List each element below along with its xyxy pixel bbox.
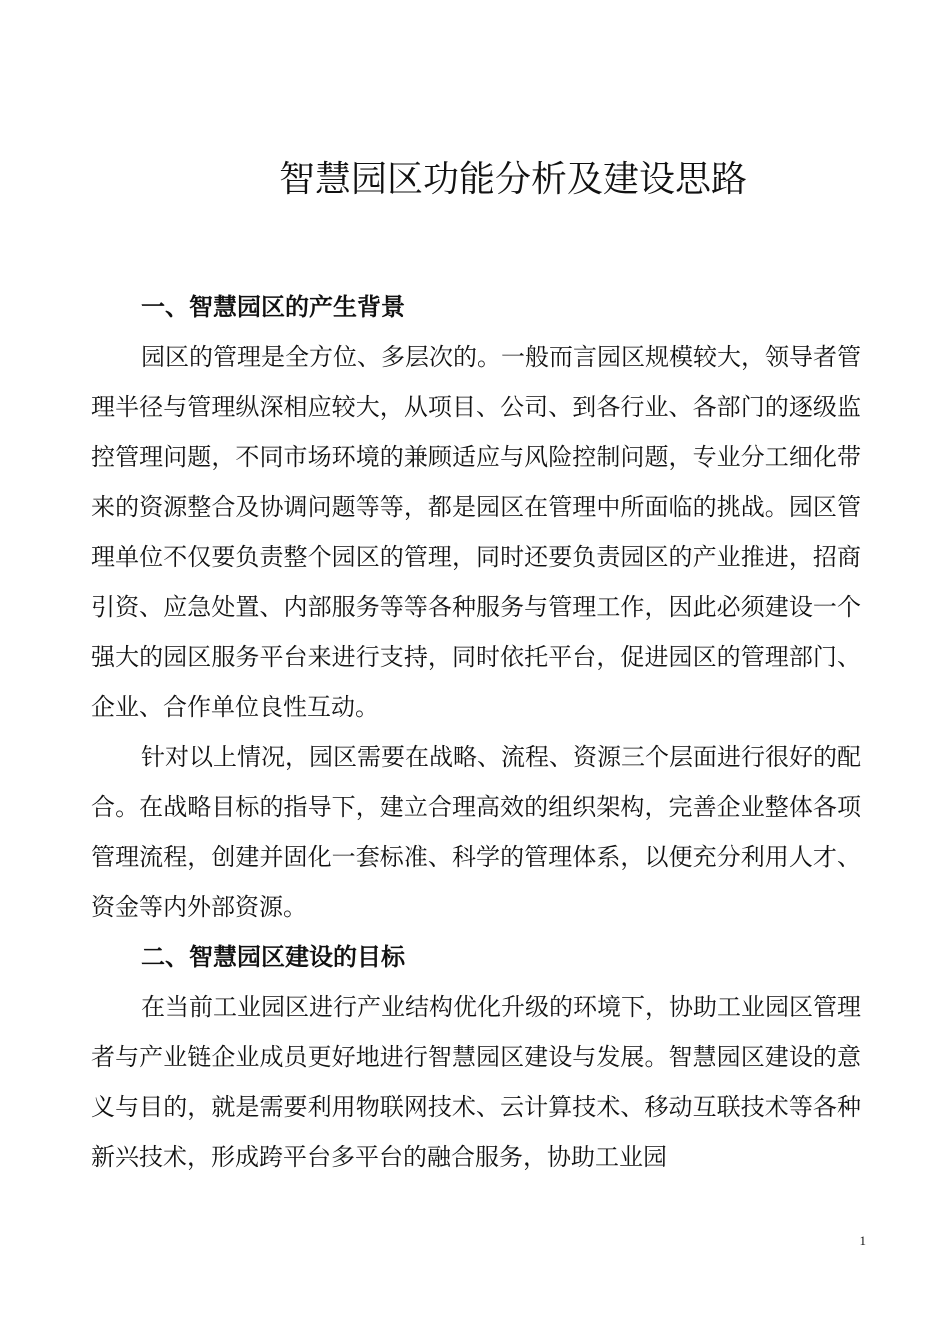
section-heading-background: 一、智慧园区的产生背景 <box>141 293 405 321</box>
paragraph-background-2: 针对以上情况，园区需要在战略、流程、资源三个层面进行很好的配合。在战略目标的指导下，建立合理高效的组织架构，完善企业整体各项管理流程，创建并固化一套标准、科学的管理体系，以便充分利用人才、资金等内外部资源。 <box>91 743 861 921</box>
document-body <box>91 282 861 1182</box>
document-title: 智慧园区功能分析及建设思路 <box>278 159 747 200</box>
paragraph-background-1: 园区的管理是全方位、多层次的。一般而言园区规模较大，领导者管理半径与管理纵深相应较大，从项目、公司、到各行业、各部门的逐级监控管理问题，不同市场环境的兼顾适应与风险控制问题，专业分工细化带来的资源整合及协调问题等等，都是园区在管理中所面临的挑战。园区管理单位不仅要负责整个园区的管理，同时还要负责园区的产业推进，招商引资、应急处置、内部服务等等各种服务与管理工作，因此必须建设一个强大的园区服务平台来进行支持，同时依托平台，促进园区的管理部门、企业、合作单位良性互动。 <box>91 343 861 721</box>
paragraph-goals-1: 在当前工业园区进行产业结构优化升级的环境下，协助工业园区管理者与产业链企业成员更好地进行智慧园区建设与发展。智慧园区建设的意义与目的，就是需要利用物联网技术、云计算技术、移动互联技术等各种新兴技术，形成跨平台多平台的融合服务，协助工业园 <box>91 993 861 1171</box>
section-heading-goals: 二、智慧园区建设的目标 <box>141 943 405 971</box>
page-number: 1 <box>859 1233 866 1248</box>
